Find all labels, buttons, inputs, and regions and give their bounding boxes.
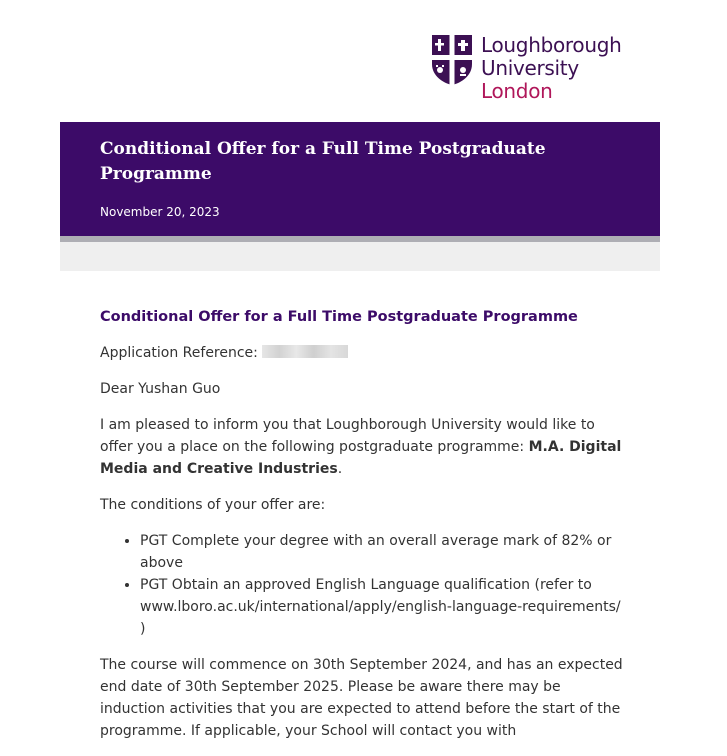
- logo-line-1: Loughborough: [481, 33, 622, 57]
- programme-name: M.A. Digital Media and Creative Industries: [100, 439, 622, 477]
- intro-text: I am pleased to inform you that Loughborough University would like to offer you a place on the following postgraduate programme:: [100, 417, 595, 455]
- condition-item: • PGT Complete your degree with an overall average mark of 82% or above: [140, 530, 625, 574]
- redacted-reference: [262, 345, 348, 358]
- condition-item: • PGT Obtain an approved English Language qualification (refer to www.lboro.ac.uk/international/apply/english-language-requirements/ ): [140, 574, 625, 640]
- logo-line-3: London: [481, 79, 553, 103]
- intro-end: .: [337, 461, 343, 477]
- university-logo: [431, 34, 621, 103]
- salutation: Dear Yushan Guo: [100, 381, 221, 397]
- logo-wordmark: [481, 34, 621, 103]
- header-banner: [60, 122, 660, 236]
- grey-spacer-band: [60, 242, 660, 271]
- application-reference: [100, 342, 625, 364]
- letter-body: [100, 306, 625, 756]
- conditions-list: [100, 530, 625, 640]
- conditions-intro: The conditions of your offer are:: [100, 497, 326, 513]
- reference-label: Application Reference:: [100, 345, 258, 361]
- letter-heading: Conditional Offer for a Full Time Postgraduate Programme: [100, 309, 578, 325]
- banner-title: Conditional Offer for a Full Time Postgraduate Programme: [100, 139, 546, 184]
- logo-line-2: University: [481, 56, 579, 80]
- banner-date: November 20, 2023: [100, 205, 220, 219]
- intro-paragraph: [100, 414, 625, 480]
- crest-icon: [431, 34, 473, 86]
- course-paragraph: The course will commence on 30th September 2024, and has an expected end date of 30th September 2025. Please be aware there may be induction activities that you are expected to attend before the start of the programme. If applicable, your School will contact you with: [100, 657, 623, 739]
